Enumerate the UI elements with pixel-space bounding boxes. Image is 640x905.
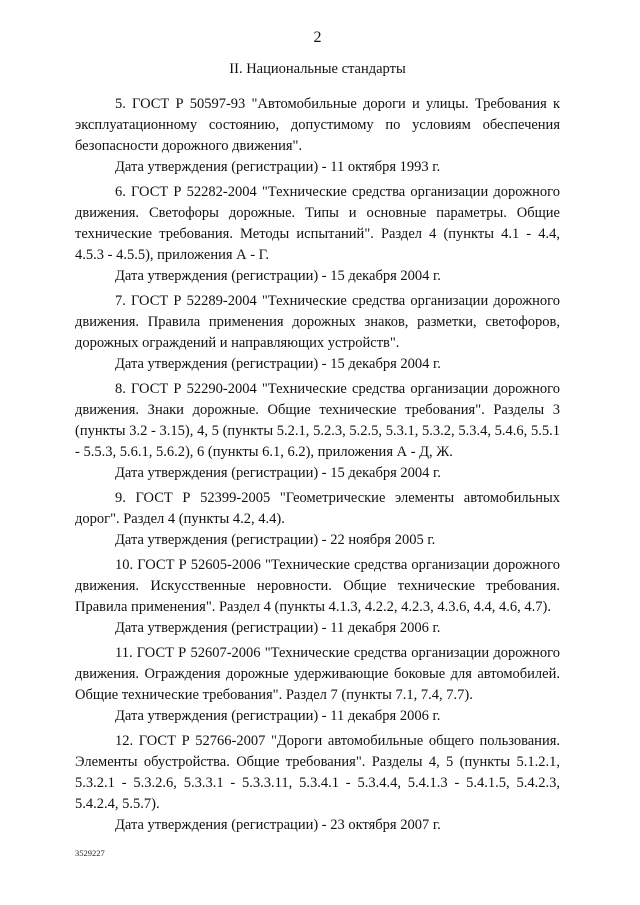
approval-date: Дата утверждения (регистрации) - 23 октября 2007 г. — [115, 817, 441, 833]
document-page — [75, 28, 560, 840]
approval-date: Дата утверждения (регистрации) - 22 ноября 2005 г. — [115, 532, 436, 548]
approval-date: Дата утверждения (регистрации) - 11 декабря 2006 г. — [115, 620, 441, 636]
approval-date: Дата утверждения (регистрации) - 15 декабря 2004 г. — [115, 356, 441, 372]
approval-date: Дата утверждения (регистрации) - 15 декабря 2004 г. — [115, 268, 441, 284]
standard-text: 9. ГОСТ Р 52399-2005 "Геометрические элементы автомобильных дорог". Раздел 4 (пункты 4.2, 4.4). — [75, 490, 560, 527]
approval-date: Дата утверждения (регистрации) - 15 декабря 2004 г. — [115, 465, 441, 481]
approval-date: Дата утверждения (регистрации) - 11 декабря 2006 г. — [115, 708, 441, 724]
standard-text: 12. ГОСТ Р 52766-2007 "Дороги автомобильные общего пользования. Элементы обустройства. Общие требования". Разделы 4, 5 (пункты 5.1.2.1, 5.3.2.1 - 5.3.2.6, 5.3.3.1 - 5.3.3.11, 5.3.4.1 - 5.3.4.4, 5.4.1.3 - 5.4.1.5, 5.4.2.3, 5.4.2.4, 5.5.7). — [75, 733, 560, 812]
standard-text: 5. ГОСТ Р 50597-93 "Автомобильные дороги и улицы. Требования к эксплуатационному состоянию, допустимому по условиям обеспечения безопасности дорожного движения". — [75, 96, 560, 154]
standard-text: 7. ГОСТ Р 52289-2004 "Технические средства организации дорожного движения. Правила применения дорожных знаков, разметки, светофоров, дорожных ограждений и направляющих устройств". — [75, 293, 560, 351]
standard-entry-6 — [75, 182, 560, 287]
approval-date: Дата утверждения (регистрации) - 11 октября 1993 г. — [115, 159, 441, 175]
standard-text: 6. ГОСТ Р 52282-2004 "Технические средства организации дорожного движения. Светофоры дорожные. Типы и основные параметры. Общие технические требования. Методы испытаний". Раздел 4 (пункты 4.1 - 4.4, 4.5.3 - 4.5.5), приложения А - Г. — [75, 184, 560, 263]
page-number: 2 — [313, 29, 322, 46]
standard-entry-12 — [75, 731, 560, 836]
standard-text: 10. ГОСТ Р 52605-2006 "Технические средства организации дорожного движения. Искусственные неровности. Общие технические требования. Правила применения". Раздел 4 (пункты 4.1.3, 4.2.2, 4.2.3, 4.3.6, 4.4, 4.6, 4.7). — [75, 557, 560, 615]
standard-text: 8. ГОСТ Р 52290-2004 "Технические средства организации дорожного движения. Знаки дорожные. Общие технические требования". Разделы 3 (пункты 3.2 - 3.15), 4, 5 (пункты 5.2.1, 5.2.3, 5.2.5, 5.3.1, 5.3.2, 5.3.4, 5.4.6, 5.5.1 - 5.5.3, 5.6.1, 5.6.2), 6 (пункты 6.1, 6.2), приложения А - Д, Ж. — [75, 381, 560, 460]
standard-entry-8 — [75, 379, 560, 484]
standard-entry-10 — [75, 555, 560, 639]
standard-entry-11 — [75, 643, 560, 727]
section-title: II. Национальные стандарты — [229, 61, 406, 77]
standard-text: 11. ГОСТ Р 52607-2006 "Технические средства организации дорожного движения. Ограждения дорожные удерживающие боковые для автомобилей. Общие технические требования". Раздел 7 (пункты 7.1, 7.4, 7.7). — [75, 645, 560, 703]
standard-entry-7 — [75, 291, 560, 375]
standard-entry-9 — [75, 488, 560, 551]
document-code: 3529227 — [75, 848, 105, 858]
standard-entry-5 — [75, 94, 560, 178]
